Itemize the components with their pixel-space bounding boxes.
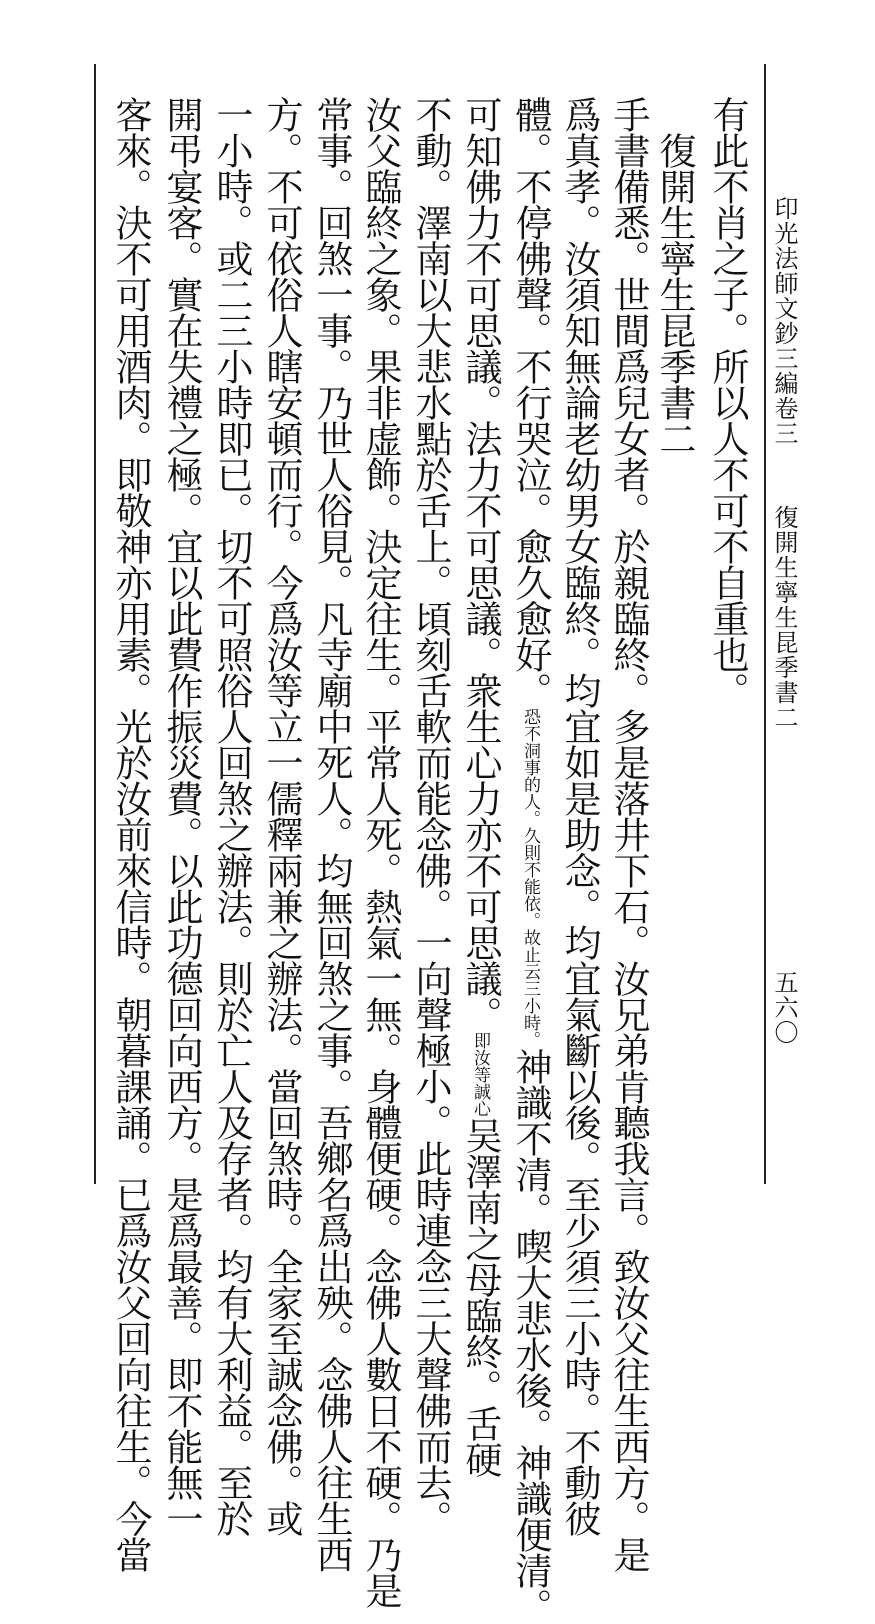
column-text: 可知佛力不可思議。法力不可思議。衆生心力亦不可思議。 [459,96,502,1032]
column-text: 吴澤南之母臨終。舌硬 [459,1117,502,1477]
text-column [155,96,207,1536]
column-text: 復開生寧生昆季書二 [653,96,696,456]
text-column [602,96,654,1572]
interlinear-note: 即汝等誠心 [470,1032,490,1117]
column-text: 不動。澤南以大悲水點於舌上。頃刻舌軟而能念佛。一向聲極小。此時連念三大聲佛而去。 [409,96,452,1536]
text-column [205,96,257,1536]
column-text: 一小時。或二三小時即已。切不可照俗人回煞之辦法。則於亡人及存者。均有大利益。至於 [210,96,253,1536]
column-text: 汝父臨終之象。果非虚飾。決定往生。平常人死。熱氣一無。身體便硬。念佛人數日不硬。乃是 [359,96,402,1608]
column-text: 爲真孝。汝須知無論老幼男女臨終。均宜如是助念。均宜氣斷以後。至少須三小時。不動彼 [558,96,601,1536]
text-column [104,96,156,1572]
text-column [553,96,605,1536]
column-text: 神識不清。喫大悲水後。神識便清。 [509,1048,552,1624]
page-number: 五六〇 [770,970,798,1045]
column-text: 客來。決不可用酒肉。即敬神亦用素。光於汝前來信時。朝暮課誦。已爲汝父回向往生。今當 [109,96,152,1572]
column-text: 常事。回煞一事。乃世人俗見。凡寺廟中死人。均無回煞之事。吾鄉名爲出殃。念佛人往生西 [310,96,353,1572]
text-column [255,96,307,1536]
text-column [701,96,753,708]
column-text: 方。不可依俗人瞎安頓而行。今爲汝等立一儒釋兩兼之辦法。當回煞時。全家至誠念佛。或 [260,96,303,1536]
column-text: 體。不停佛聲。不行哭泣。愈久愈好。 [509,96,552,708]
column-text: 手書備悉。世間爲兒女者。於親臨終。多是落井下石。汝兄弟肯聽我言。致汝父往生西方。是 [607,96,650,1572]
interlinear-note: 恐不洞事的人。久則不能依。故止云三小時。 [520,708,540,1048]
column-text: 有此不肖之子。所以人不可不自重也。 [706,96,749,708]
text-column [454,96,506,1477]
text-column [504,96,556,1624]
text-column [404,96,456,1536]
section-heading [648,96,700,456]
text-column [305,96,357,1572]
running-head-section-title: 復開生寧生昆季書二 [770,505,798,730]
column-text: 開弔宴客。實在失禮之極。宜以此費作振災費。以此功德回向西方。是爲最善。即不能無一 [160,96,203,1536]
text-column [354,96,406,1608]
running-head-book-title: 印光法師文鈔三編卷三 [770,196,798,446]
